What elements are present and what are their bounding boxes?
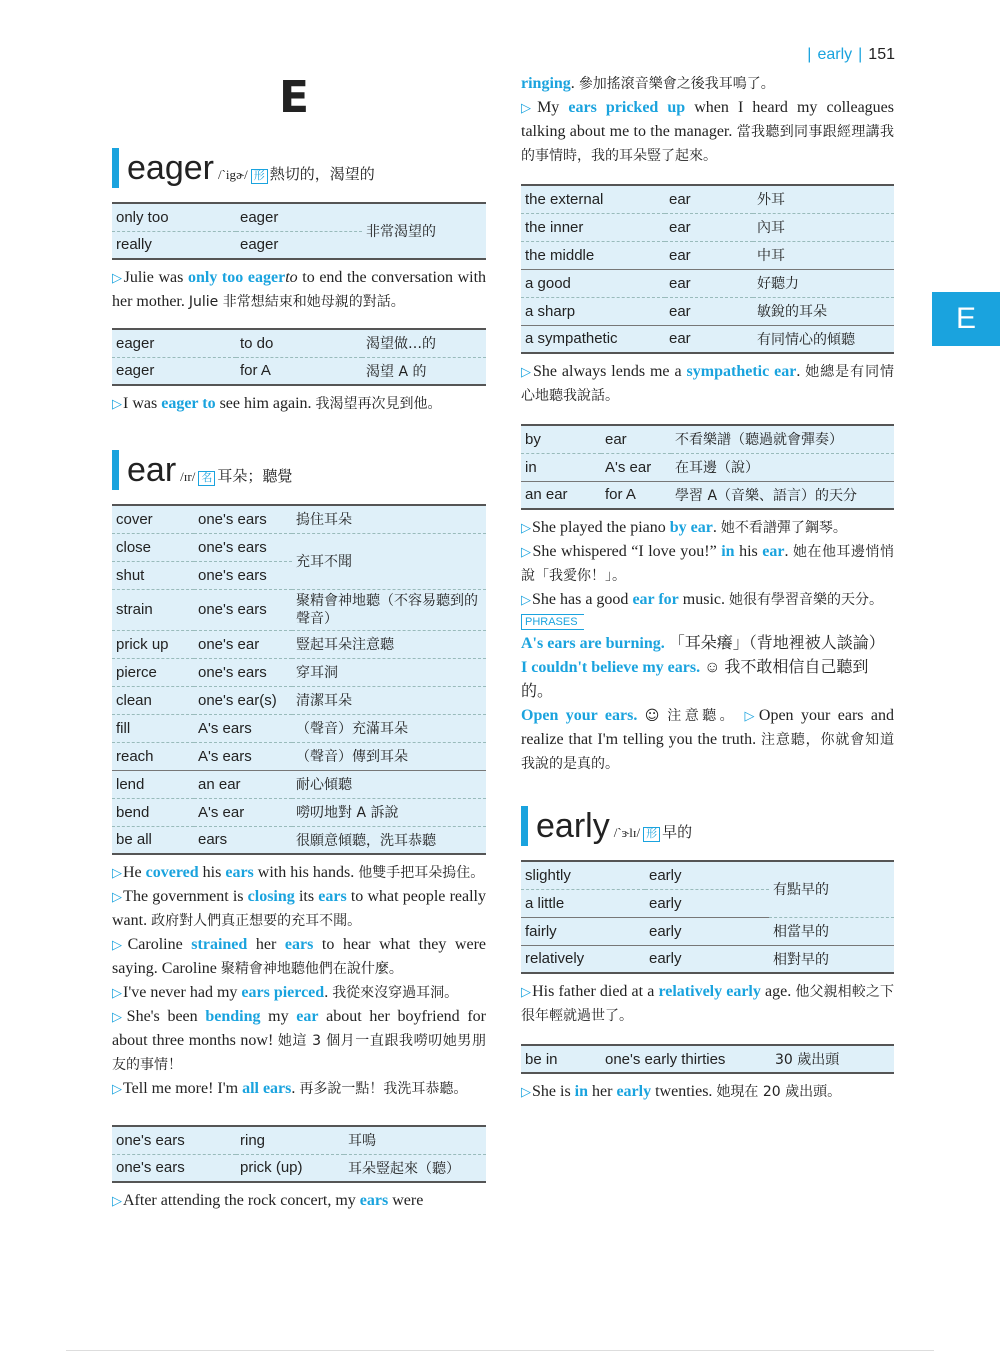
table-row	[112, 686, 486, 714]
headword: eager	[127, 149, 214, 187]
example-marker-icon: ▷	[744, 708, 758, 723]
table-cell: one's early thirties	[605, 1050, 726, 1068]
table-cell: lend	[112, 770, 194, 798]
example-text: its	[294, 888, 319, 905]
example-marker-icon: ▷	[112, 865, 122, 880]
phrase-text: A's ears are burning.	[521, 635, 665, 652]
table-row	[112, 742, 486, 770]
phrases-label: PHRASES	[521, 614, 584, 630]
entry-early	[521, 806, 894, 1104]
table-cell: 相對早的	[773, 951, 829, 968]
table-cell: in	[521, 453, 601, 481]
table-row	[112, 1154, 486, 1182]
table-row	[521, 917, 894, 945]
table-cell: one's ear(s)	[194, 686, 292, 714]
example-highlight: ear for	[632, 591, 679, 608]
example-sentence	[521, 96, 894, 168]
example-text: His father died at a	[532, 983, 659, 1000]
phrase-item	[521, 632, 894, 656]
example-text: She is	[532, 1083, 575, 1100]
example-text: She always lends me a	[532, 363, 687, 380]
table-row	[521, 453, 894, 481]
example-translation: 她在他耳邊悄悄說「我愛你！」。	[521, 544, 895, 584]
example-highlight: closing	[247, 888, 295, 905]
running-header	[801, 46, 895, 64]
example-sentence-continued	[521, 72, 894, 96]
entry-headword	[112, 148, 486, 188]
phrase-item	[521, 704, 894, 776]
table-cell: 很願意傾聽，洗耳恭聽	[296, 832, 436, 849]
example-sentence	[112, 933, 486, 981]
table-cell: 好聽力	[753, 269, 894, 297]
table-cell: 有點早的	[769, 861, 894, 917]
example-translation: 再多說一點！我洗耳恭聽。	[299, 1081, 468, 1097]
phrase-translation: ☺ 注意聽。	[644, 708, 738, 724]
example-highlight: ringing	[521, 75, 571, 92]
example-text: Caroline	[127, 936, 192, 953]
table-row	[112, 630, 486, 658]
table-cell: 聚精會神地聽（不容易聽到的聲音）	[292, 589, 486, 630]
example-text: my	[260, 1008, 297, 1025]
table-cell: fairly	[521, 917, 645, 945]
table-cell: prick up	[112, 630, 194, 658]
table-cell: early	[645, 917, 769, 945]
example-text: .	[796, 363, 806, 380]
example-list	[112, 861, 486, 1101]
example-sentence	[521, 588, 894, 612]
example-text: his	[734, 543, 763, 560]
phrase-text: Open your ears.	[521, 707, 638, 724]
guide-word: early	[817, 46, 853, 63]
table-cell: 敏銳的耳朵	[753, 297, 894, 325]
example-marker-icon: ▷	[112, 937, 127, 952]
example-highlight: ear	[762, 543, 785, 560]
table-cell: by	[521, 425, 601, 453]
example-sentence	[521, 540, 894, 588]
table-cell: 耳鳴	[344, 1126, 486, 1154]
example-marker-icon: ▷	[521, 984, 532, 999]
table-row	[112, 505, 486, 533]
example-sentence	[521, 516, 894, 540]
table-row	[112, 357, 486, 385]
table-cell: 學習 A（音樂、語言）的天分	[675, 487, 858, 504]
example-sentence	[112, 266, 486, 314]
example-text: .	[784, 543, 793, 560]
table-cell: only too	[112, 203, 236, 231]
table-row	[521, 425, 894, 453]
table-cell: ear	[669, 330, 691, 348]
collocation-table	[112, 328, 486, 386]
table-cell: 渴望 A 的	[366, 363, 427, 380]
table-row	[521, 1045, 894, 1073]
table-cell: 穿耳洞	[292, 658, 486, 686]
example-text: music.	[678, 591, 729, 608]
table-cell: reach	[112, 742, 194, 770]
table-row	[521, 945, 894, 973]
example-highlight: eager to	[161, 395, 216, 412]
table-cell: one's ears	[194, 589, 292, 630]
example-highlight: strained	[191, 936, 248, 953]
example-highlight: by ear	[669, 519, 713, 536]
table-cell: for A	[240, 362, 271, 380]
table-cell: the inner	[521, 213, 665, 241]
table-cell: ring	[236, 1126, 344, 1154]
thumb-index-tab[interactable]: E	[932, 292, 1000, 346]
example-text: She played the piano	[532, 519, 670, 536]
example-italic: to	[285, 269, 298, 286]
example-highlight: early	[616, 1083, 652, 1100]
table-row	[521, 269, 894, 297]
example-text: to end the conversation with her mother.	[112, 269, 487, 310]
example-marker-icon: ▷	[112, 985, 122, 1000]
example-sentence	[521, 980, 894, 1028]
table-cell: one's ears	[194, 505, 292, 533]
example-marker-icon: ▷	[112, 396, 122, 411]
table-cell: be all	[116, 831, 152, 849]
example-text: .	[291, 1080, 300, 1097]
table-cell: 摀住耳朵	[292, 505, 486, 533]
table-cell: A's ears	[194, 714, 292, 742]
example-text: with his hands.	[253, 864, 359, 881]
example-highlight: in	[574, 1083, 589, 1100]
example-translation: 她現在 20 歲出頭。	[716, 1084, 842, 1100]
example-highlight: in	[721, 543, 735, 560]
headword: early	[536, 807, 610, 845]
table-cell: ear	[665, 269, 753, 297]
entry-eager	[112, 148, 486, 416]
table-row	[112, 826, 486, 854]
example-translation: 我從來沒穿過耳洞。	[332, 985, 459, 1001]
example-marker-icon: ▷	[521, 520, 531, 535]
table-cell: 內耳	[753, 213, 894, 241]
collocation-table	[521, 184, 894, 354]
table-cell: ear	[665, 297, 753, 325]
example-marker-icon: ▷	[112, 1081, 122, 1096]
table-cell: early	[649, 950, 682, 968]
table-cell: a little	[521, 889, 645, 917]
table-cell: 30 歲出頭	[775, 1052, 840, 1068]
table-cell: eager	[240, 236, 279, 254]
table-cell: eager	[236, 203, 362, 231]
example-translation: 他父親相較之下很年輕就過世了。	[521, 984, 895, 1024]
example-sentence	[112, 861, 486, 885]
phrase-translation: ☺ 我不敢相信自己聽到的。	[521, 659, 869, 700]
example-marker-icon: ▷	[112, 1009, 126, 1024]
table-row	[112, 203, 486, 231]
example-text: .	[570, 75, 579, 92]
table-cell: eager	[112, 329, 236, 357]
table-row	[112, 714, 486, 742]
example-highlight: ears pierced	[241, 984, 325, 1001]
example-sentence	[112, 1189, 486, 1213]
example-marker-icon: ▷	[112, 1193, 122, 1208]
table-row	[112, 658, 486, 686]
left-column	[112, 0, 486, 1213]
table-cell: 豎起耳朵注意聽	[292, 630, 486, 658]
table-cell: A's ear	[194, 798, 292, 826]
table-cell: ear	[665, 185, 753, 213]
example-highlight: relatively early	[658, 983, 761, 1000]
table-cell: really	[116, 236, 152, 254]
part-of-speech-badge: 名	[198, 471, 215, 486]
table-cell: 相當早的	[769, 917, 894, 945]
pronunciation: /ɪr/	[180, 469, 196, 484]
example-text: Julie was	[123, 269, 188, 286]
table-cell: cover	[112, 505, 194, 533]
table-row	[521, 213, 894, 241]
example-text: Open your ears and realize that I'm telling you the truth.	[521, 707, 895, 748]
pronunciation: /ˋigɚ/	[217, 167, 248, 182]
table-cell: 清潔耳朵	[292, 686, 486, 714]
table-cell: one's ears	[194, 658, 292, 686]
example-sentence	[112, 885, 486, 933]
example-translation: 她這 3 個月一直跟我嘮叨她男朋友的事情！	[112, 1033, 487, 1073]
example-marker-icon: ▷	[112, 270, 123, 285]
pronunciation: /ˋɝlɪ/	[613, 825, 641, 840]
table-cell: relatively	[525, 950, 585, 968]
example-translation: 政府對人們真正想要的充耳不聞。	[151, 913, 362, 929]
example-text: to hear what they were saying. Caroline	[112, 936, 487, 977]
example-translation: 我渴望再次見到他。	[315, 396, 442, 412]
table-cell: （聲音）傳到耳朵	[292, 742, 486, 770]
table-row	[112, 589, 486, 630]
collocation-table	[112, 504, 486, 855]
example-translation: 他雙手把耳朵摀住。	[358, 865, 485, 881]
example-marker-icon: ▷	[521, 100, 537, 115]
example-translation: 她不看譜彈了鋼琴。	[720, 520, 847, 536]
example-text: twenties.	[651, 1083, 717, 1100]
example-translation: 注意聽，你就會知道我說的是真的。	[521, 732, 895, 772]
table-row	[112, 533, 486, 561]
table-cell: early	[645, 861, 769, 889]
table-row	[521, 861, 894, 889]
table-cell: one's ears	[194, 561, 292, 589]
definition: 耳朵；聽覺	[217, 469, 293, 485]
table-cell: a sharp	[521, 297, 665, 325]
collocation-table	[112, 202, 486, 260]
table-cell: close	[112, 533, 194, 561]
phrase-translation: 「耳朵癢」（背地裡被人談論）	[668, 635, 885, 652]
headword: ear	[127, 451, 177, 489]
table-cell: fill	[112, 714, 194, 742]
table-cell: 有同情心的傾聽	[757, 331, 855, 348]
entry-headword	[521, 806, 894, 846]
entry-ear	[112, 450, 486, 1213]
table-cell: 充耳不聞	[292, 533, 486, 589]
example-text: .	[712, 519, 721, 536]
example-text: He	[123, 864, 146, 881]
table-cell: A's ear	[601, 453, 671, 481]
example-sentence	[521, 360, 894, 408]
table-row	[521, 297, 894, 325]
example-marker-icon: ▷	[112, 889, 123, 904]
example-highlight: sympathetic ear	[686, 363, 797, 380]
table-cell: ear	[665, 241, 753, 269]
example-highlight: bending	[205, 1008, 261, 1025]
definition: 熱切的，渴望的	[269, 167, 375, 183]
table-row	[112, 798, 486, 826]
example-sentence	[112, 1005, 486, 1077]
example-highlight: ears pricked up	[568, 99, 686, 116]
table-cell: a sympathetic	[525, 330, 618, 348]
table-cell: ear	[665, 213, 753, 241]
table-cell: 中耳	[753, 241, 894, 269]
table-cell: A's ears	[194, 742, 292, 770]
example-text: She's been	[126, 1008, 206, 1025]
example-highlight: ears	[225, 864, 254, 881]
table-cell: 耐心傾聽	[292, 770, 486, 798]
table-cell: ear	[601, 425, 671, 453]
example-text: when I heard my colleagues talking about me to the manager.	[521, 99, 895, 140]
example-text: The government is	[123, 888, 248, 905]
table-cell: prick (up)	[240, 1159, 303, 1177]
table-row	[112, 329, 486, 357]
example-text: She whispered “I love you!”	[532, 543, 722, 560]
definition: 早的	[662, 825, 693, 841]
header-separator: |	[858, 46, 863, 63]
table-row	[521, 185, 894, 213]
example-text: his	[198, 864, 226, 881]
table-row	[112, 770, 486, 798]
example-highlight: ears	[359, 1192, 389, 1209]
example-text: to what people really want.	[112, 888, 486, 929]
example-text: I've never had my	[123, 984, 242, 1001]
example-text: .	[324, 984, 333, 1001]
table-cell: early	[645, 889, 769, 917]
table-cell: clean	[112, 686, 194, 714]
example-sentence	[112, 981, 486, 1005]
right-column	[521, 72, 894, 1104]
table-cell: an ear	[525, 486, 568, 504]
example-highlight: ears	[284, 936, 314, 953]
table-cell: one's ears	[112, 1126, 236, 1154]
table-cell: to do	[236, 329, 362, 357]
example-text: Tell me more! I'm	[123, 1080, 243, 1097]
table-cell: 非常渴望的	[366, 224, 436, 240]
table-cell: 不看樂譜（聽過就會彈奏）	[671, 425, 894, 453]
table-cell: （聲音）充滿耳朵	[292, 714, 486, 742]
example-text: My	[537, 99, 569, 116]
example-highlight: covered	[145, 864, 199, 881]
table-cell: shut	[112, 561, 194, 589]
table-cell: for A	[605, 486, 636, 504]
table-cell: 耳朵豎起來（聽）	[348, 1160, 460, 1177]
table-row	[521, 325, 894, 353]
example-translation: 聚精會神地聽他們在說什麼。	[220, 961, 403, 977]
example-sentence	[112, 392, 486, 416]
table-row	[521, 241, 894, 269]
table-cell: 在耳邊（說）	[671, 453, 894, 481]
table-cell: 外耳	[753, 185, 894, 213]
table-row	[521, 481, 894, 509]
example-text: I was	[123, 395, 162, 412]
table-cell: the middle	[521, 241, 665, 269]
example-marker-icon: ▷	[521, 544, 532, 559]
example-translation: 當我聽到同事跟經理講我的事情時，我的耳朵豎了起來。	[521, 124, 895, 164]
collocation-table	[521, 860, 894, 974]
table-cell: eager	[116, 362, 155, 380]
header-separator: |	[807, 46, 812, 63]
example-text: her	[588, 1083, 617, 1100]
entry-headword	[112, 450, 486, 490]
table-cell: 渴望做…的	[362, 329, 486, 357]
example-translation: 她總是有同情心地聽我說話。	[521, 364, 895, 404]
collocation-table	[521, 1044, 894, 1074]
example-sentence	[112, 1077, 486, 1101]
example-translation: 參加搖滾音樂會之後我耳鳴了。	[578, 76, 775, 92]
table-cell: one's ears	[116, 1159, 185, 1177]
section-letter: E	[278, 72, 310, 123]
part-of-speech-badge: 形	[643, 827, 660, 842]
table-cell: a good	[521, 269, 665, 297]
example-highlight: ears	[318, 888, 347, 905]
table-cell: one's ears	[194, 533, 292, 561]
table-cell: ears	[198, 831, 228, 849]
example-translation: 她很有學習音樂的天分。	[729, 592, 883, 608]
table-cell: strain	[112, 589, 194, 630]
example-highlight: only too eager	[187, 269, 286, 286]
phrase-text: I couldn't believe my ears.	[521, 659, 701, 676]
table-row	[112, 1126, 486, 1154]
example-text: After attending the rock concert, my	[123, 1192, 360, 1209]
table-cell: slightly	[521, 861, 645, 889]
example-marker-icon: ▷	[521, 1084, 531, 1099]
table-cell: bend	[112, 798, 194, 826]
example-text: She has a good	[532, 591, 633, 608]
table-cell: pierce	[112, 658, 194, 686]
table-cell: one's ear	[194, 630, 292, 658]
example-marker-icon: ▷	[521, 592, 531, 607]
table-cell: an ear	[194, 770, 292, 798]
example-text: see him again.	[215, 395, 316, 412]
page-number: 151	[868, 46, 895, 63]
example-highlight: all ears	[242, 1080, 292, 1097]
example-highlight: ear	[296, 1008, 319, 1025]
phrase-item	[521, 656, 894, 704]
example-text: age.	[760, 983, 796, 1000]
example-text: were	[388, 1192, 424, 1209]
table-cell: the external	[521, 185, 665, 213]
example-sentence	[521, 1080, 894, 1104]
table-cell: 嘮叨地對 A 訴說	[292, 798, 486, 826]
table-cell: be in	[525, 1050, 558, 1068]
example-marker-icon: ▷	[521, 364, 532, 379]
page-bottom-rule	[66, 1350, 934, 1351]
collocation-table	[112, 1125, 486, 1183]
example-text: her	[247, 936, 285, 953]
example-translation: Julie 非常想結束和她母親的對話。	[188, 294, 405, 310]
example-text: about her boyfriend for about three months now!	[112, 1008, 486, 1049]
collocation-table	[521, 424, 894, 510]
part-of-speech-badge: 形	[251, 169, 268, 184]
